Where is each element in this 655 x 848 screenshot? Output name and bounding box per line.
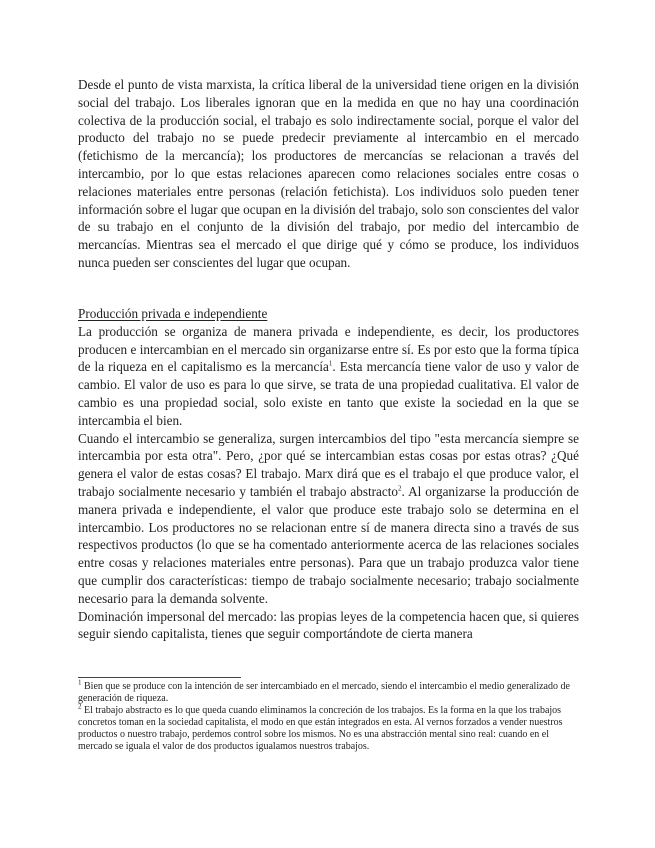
- section-heading: Producción privada e independiente: [78, 306, 268, 321]
- intro-section: [78, 76, 579, 272]
- paragraph-commodity: [78, 323, 579, 430]
- paragraph-commodity-text-b: . Esta mercancía tiene valor de uso y valor de cambio. El valor de uso es para lo que sirve, se trata de una propiedad cualitativa. El valor de cambio es una propiedad social, solo existe en tanto que existe la sociedad en la que se intercambia el bien.: [78, 359, 579, 428]
- footnote-text-1: Bien que se produce con la intención de ser intercambiado en el mercado, siendo el intercambio el medio generalizado de generación de riqueza.: [78, 681, 570, 705]
- footnote-2: [78, 702, 579, 753]
- footnote-marker-2: 2: [78, 702, 82, 711]
- footnote-ref-1[interactable]: 1: [328, 360, 333, 368]
- paragraph-commodity-text-a: La producción se organiza de manera privada e independiente, es decir, los productores producen e intercambian en el mercado sin organizarse entre sí. Es por esto que la forma típica de la riqueza en el capitalismo es la mercancía: [78, 323, 579, 375]
- paragraph-exchange-text-a: Cuando el intercambio se generaliza, surgen intercambios del tipo "esta mercancía siempre se intercambia por esta otra". Pero, ¿por qué se intercambian estas cosas por estas otras? ¿Qué genera el valor de estas cosas? El trabajo. Marx dirá que es el trabajo el que produce valor, el trabajo socialmente necesario y también el trabajo abstracto: [78, 430, 579, 499]
- footnote-text-2: El trabajo abstracto es lo que queda cuando eliminamos la concreción de los trabajos. Es la forma en la que los trabajos concretos toman en la sociedad capitalista, el modo en que están integrados en esta. Al vernos forzados a vender nuestros productos o nuestro trabajo, perdemos control sobre los mismos. No es una abstracción mental sino real: cuando en el mercado se iguala el valor de dos productos igualamos nuestros trabajos.: [78, 705, 563, 753]
- footnote-separator: [78, 677, 241, 678]
- footnotes: [78, 678, 579, 754]
- footnote-ref-2[interactable]: 2: [398, 484, 402, 493]
- paragraph-market-domination: Dominación impersonal del mercado: las propias leyes de la competencia hacen que, si quieres seguir siendo capitalista, tienes que seguir comportándote de cierta manera: [78, 608, 579, 642]
- section-private-production: [78, 305, 579, 643]
- footnote-marker-1: 1: [78, 678, 82, 687]
- footnote-1: [78, 678, 579, 705]
- paragraph-exchange-text-b: . Al organizarse la producción de manera privada e independiente, el valor que produce este trabajo solo se determina en el intercambio. Los productores no se relacionan entre sí de manera directa sino a través de sus respectivos productos (lo que se ha comentado anteriormente acerca de las relaciones sociales entre cosas y relaciones materiales entre personas). Para que un trabajo produzca valor tiene que cumplir dos características: tiempo de trabajo socialmente necesario; trabajo socialmente necesario para la demanda solvente.: [78, 483, 579, 606]
- paragraph-exchange: [78, 430, 579, 608]
- intro-paragraph: Desde el punto de vista marxista, la crítica liberal de la universidad tiene origen en la división social del trabajo. Los liberales ignoran que en la medida en que no hay una coordinación colectiva de la producción social, el trabajo es solo indirectamente social, porque el valor del producto del trabajo no se puede predecir previamente al intercambio en el mercado (fetichismo de la mercancía); los productores de mercancías se relacionan a través del intercambio, por lo que estas relaciones aparecen como relaciones sociales entre cosas o relaciones materiales entre personas (relación fetichista). Los individuos solo pueden tener información sobre el lugar que ocupan en la división del trabajo, solo son conscientes del valor de su trabajo en el conjunto de la división del trabajo, por medio del intercambio de mercancías. Mientras sea el mercado el que dirige qué y cómo se produce, los individuos nunca pueden ser conscientes del lugar que ocupan.: [78, 77, 579, 270]
